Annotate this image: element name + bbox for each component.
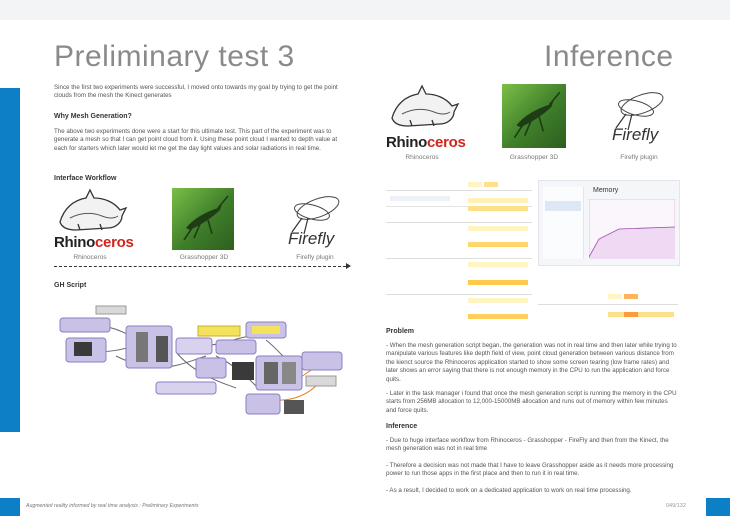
inference-paragraph-3: - As a result, I decided to work on a dedicated application to work on real time processing. (386, 487, 632, 494)
taskmanager-memory-panel (538, 180, 680, 266)
firefly-caption-right: Firefly plugin (620, 154, 658, 161)
grasshopper-image-right (502, 84, 566, 148)
firefly-icon-right (606, 84, 672, 146)
gh-script-graph (56, 296, 346, 426)
firefly-icon (282, 188, 348, 250)
rhino-icon-right (388, 84, 460, 130)
workflow-heading: Interface Workflow (54, 175, 117, 182)
firefly-caption: Firefly plugin (296, 254, 334, 261)
workflow-arrow-icon (346, 263, 351, 269)
memory-graph (589, 199, 675, 259)
page-title-left: Preliminary test 3 (54, 40, 295, 73)
why-paragraph: The above two experiments done were a start for this ultimate test. This part of the experiment was to generate a mesh so that I can get point cloud from it. Using these point cloud I wanted to depth value at each for starters which later would let me get the day light values and solar radiations in real time. (54, 128, 338, 152)
left-accent-bar (0, 88, 20, 432)
memory-label: Memory (593, 187, 619, 194)
workflow-diagram-left (54, 188, 354, 268)
workflow-dashed-line (54, 266, 346, 267)
rhino-caption-right: Rhinoceros (405, 154, 439, 161)
grasshopper-caption-right: Grasshopper 3D (509, 154, 559, 161)
svg-text:Firefly: Firefly (612, 125, 659, 144)
grasshopper-caption: Grasshopper 3D (179, 254, 229, 261)
problem-paragraph-2: - Later in the task manager i found that once the mesh generation script is running the memory in the CPU starts from 256MB allocation to 12,000-15000MB allocation and runs out of memory within few minutes and force quits. (386, 390, 677, 414)
inference-paragraph-1: - Due to huge interface workflow from Rhinoceros - Grasshopper - FireFly and then from the Kinect, the mesh generation was not in real time (386, 437, 669, 453)
grasshopper-image (172, 188, 234, 250)
footer-accent-left (0, 498, 20, 516)
grasshopper-icon (172, 188, 234, 250)
rhino-logo-text-right: Rhinoceros (386, 134, 466, 151)
rhino-caption: Rhinoceros (73, 254, 107, 261)
taskmanager-summary (538, 290, 678, 324)
page-number: 049/132 (666, 503, 686, 509)
svg-text:Firefly: Firefly (288, 229, 335, 248)
perf-sidebar (543, 187, 584, 259)
inference-paragraph-2: - Therefore a decision was not made that I have to leave Grasshopper aside as it needs more processing power to run those apps in the first place and then to run it in real time. (386, 462, 674, 478)
problem-heading: Problem (386, 328, 415, 335)
grasshopper-icon-right (502, 84, 566, 148)
footer-left-text: Augmented reality informed by real time analysis : Preliminary Experiments (26, 503, 199, 509)
footer-accent-right (706, 498, 730, 516)
problem-paragraph-1: - When the mesh generation script began, the generation was not in real time and then later while trying to manipulate various features like depth field of view, point cloud generation between various distance from the kienct source the Rhinoceros application started to show some screen tearing (low frame rates) and later shows an error saying that there is not enough memory in the CPU to run the application and force quits. (386, 342, 677, 383)
taskmanager-process-list (386, 172, 532, 322)
top-band (0, 0, 730, 20)
why-heading: Why Mesh Generation? (54, 113, 132, 120)
inference-heading: Inference (386, 423, 418, 430)
rhino-icon (56, 188, 128, 234)
gh-script-heading: GH Script (54, 282, 87, 289)
rhino-logo-text: Rhinoceros (54, 234, 134, 251)
intro-paragraph: Since the first two experiments were successful, I moved onto towards my goal by trying to get the point clouds from the mesh the Kinect generates (54, 84, 338, 100)
page-title-right: Inference (544, 40, 674, 73)
